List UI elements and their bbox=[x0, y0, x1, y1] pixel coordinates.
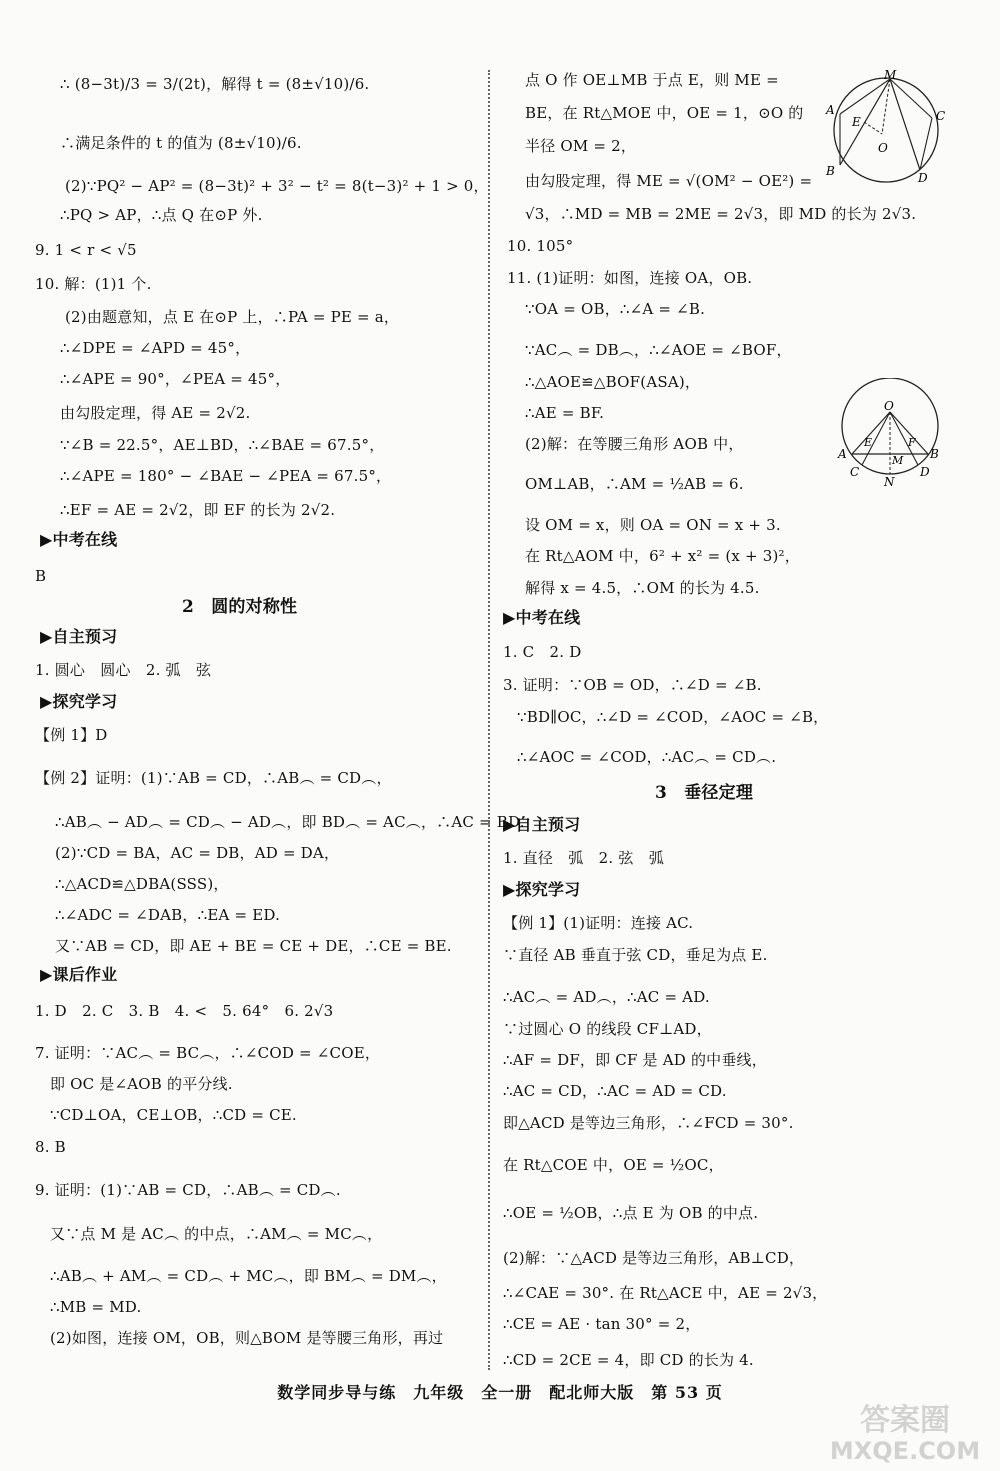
text-line: 11. (1)证明：如图，连接 OA，OB. bbox=[507, 269, 753, 287]
text-line: 1. D 2. C 3. B 4. < 5. 64° 6. 2√3 bbox=[35, 1002, 334, 1020]
text-line: 由勾股定理，得 AE = 2√2. bbox=[60, 404, 251, 422]
text-line: 3. 证明：∵OB = OD，∴∠D = ∠B. bbox=[503, 676, 762, 694]
text-line: ∴AE = BF. bbox=[525, 404, 605, 422]
text-line: (2)解：∵△ACD 是等边三角形，AB⊥CD， bbox=[503, 1249, 805, 1267]
text-line: ∴CD = 2CE = 4，即 CD 的长为 4. bbox=[503, 1351, 754, 1369]
text-line: 又∵点 M 是 AC︵ 的中点，∴AM︵ = MC︵， bbox=[50, 1225, 383, 1243]
point-label: A bbox=[838, 447, 847, 461]
text-line: ∴满足条件的 t 的值为 (8±√10)/6. bbox=[60, 134, 302, 152]
text-line: 设 OM = x，则 OA = ON = x + 3. bbox=[525, 516, 781, 534]
circle-figure-2 bbox=[832, 378, 962, 488]
text-line: ∴△ACD≌△DBA(SSS)， bbox=[55, 875, 229, 893]
text-line: 【例 1】(1)证明：连接 AC. bbox=[503, 914, 694, 932]
page-footer: 数学同步导与练 九年级 全一册 配北师大版 第 53 页 bbox=[277, 1383, 723, 1402]
text-line: 10. 解：(1)1 个. bbox=[35, 275, 152, 293]
column-divider bbox=[488, 70, 490, 1370]
section-heading: ▶中考在线 bbox=[40, 530, 118, 549]
text-line: ∵过圆心 O 的线段 CF⊥AD， bbox=[503, 1020, 712, 1038]
point-label: B bbox=[930, 447, 939, 461]
chapter-title: 2 圆的对称性 bbox=[182, 597, 298, 617]
text-line: 9. 1 < r < √5 bbox=[35, 241, 137, 259]
point-label: E bbox=[852, 115, 861, 129]
text-line: 9. 证明：(1)∵AB = CD，∴AB︵ = CD︵. bbox=[35, 1181, 341, 1199]
point-label: F bbox=[908, 436, 916, 449]
text-line: ∴AB︵ − AD︵ = CD︵ − AD︵，即 BD︵ = AC︵，∴AC = BD. bbox=[55, 813, 525, 831]
watermark-text: 答案圈 bbox=[860, 1403, 950, 1438]
text-line: 点 O 作 OE⊥MB 于点 E，则 ME = bbox=[525, 71, 779, 89]
point-label: D bbox=[920, 465, 930, 479]
text-line: 半径 OM = 2， bbox=[525, 137, 637, 155]
point-label: O bbox=[884, 399, 894, 413]
point-label: D bbox=[918, 171, 928, 185]
text-line: √3，∴MD = MB = 2ME = 2√3，即 MD 的长为 2√3. bbox=[525, 205, 917, 223]
text-line: ∴MB = MD. bbox=[50, 1298, 142, 1316]
text-line: 由勾股定理，得 ME = √(OM² − OE²) = bbox=[525, 172, 813, 190]
text-line: (2)由题意知，点 E 在⊙P 上，∴PA = PE = a， bbox=[65, 308, 400, 326]
text-line: 1. C 2. D bbox=[503, 643, 582, 661]
text-line: ∴AC = CD，∴AC = AD = CD. bbox=[503, 1082, 727, 1100]
text-line: 即△ACD 是等边三角形，∴∠FCD = 30°. bbox=[503, 1114, 794, 1132]
text-line: ∴AC︵ = AD︵，∴AC = AD. bbox=[503, 988, 710, 1006]
text-line: 【例 2】证明：(1)∵AB = CD，∴AB︵ = CD︵， bbox=[35, 769, 392, 787]
text-line: ∴∠DPE = ∠APD = 45°， bbox=[60, 339, 251, 357]
text-line: ∵直径 AB 垂直于弦 CD，垂足为点 E. bbox=[503, 946, 768, 964]
text-line: 10. 105° bbox=[507, 237, 574, 255]
point-label: N bbox=[884, 475, 895, 488]
text-line: ∴ (8−3t)/3 = 3/(2t)，解得 t = (8±√10)/6. bbox=[60, 75, 370, 93]
text-line: (2)如图，连接 OM，OB，则△BOM 是等腰三角形，再过 bbox=[50, 1329, 444, 1347]
text-line: ∴OE = ½OB，∴点 E 为 OB 的中点. bbox=[503, 1204, 759, 1222]
text-line: 解得 x = 4.5，∴OM 的长为 4.5. bbox=[525, 579, 760, 597]
text-line: ∴AB︵ + AM︵ = CD︵ + MC︵，即 BM︵ = DM︵， bbox=[50, 1267, 447, 1285]
point-label: C bbox=[850, 465, 860, 479]
text-line: (2)解：在等腰三角形 AOB 中， bbox=[525, 435, 744, 453]
text-line: 在 Rt△AOM 中，6² + x² = (x + 3)²， bbox=[525, 547, 800, 565]
watermark-url: MXQE.COM bbox=[829, 1437, 981, 1465]
text-line: 即 OC 是∠AOB 的平分线. bbox=[50, 1075, 233, 1093]
section-heading: ▶课后作业 bbox=[40, 965, 118, 984]
text-line: B bbox=[35, 567, 47, 585]
text-line: OM⊥AB，∴AM = ½AB = 6. bbox=[525, 475, 744, 493]
text-line: ∴AF = DF，即 CF 是 AD 的中垂线， bbox=[503, 1051, 767, 1069]
section-heading: ▶探究学习 bbox=[40, 692, 118, 711]
point-label: E bbox=[864, 436, 873, 449]
point-label: A bbox=[826, 103, 835, 117]
section-heading: ▶自主预习 bbox=[40, 627, 118, 646]
text-line: 在 Rt△COE 中，OE = ½OC， bbox=[503, 1156, 724, 1174]
text-line: ∴PQ > AP，∴点 Q 在⊙P 外. bbox=[60, 206, 263, 224]
chapter-title: 3 垂径定理 bbox=[655, 783, 754, 803]
text-line: 7. 证明：∵AC︵ = BC︵，∴∠COD = ∠COE， bbox=[35, 1044, 381, 1062]
text-line: ∵∠B = 22.5°，AE⊥BD，∴∠BAE = 67.5°， bbox=[60, 436, 385, 454]
text-line: 又∵AB = CD，即 AE + BE = CE + DE，∴CE = BE. bbox=[55, 937, 452, 955]
text-line: 1. 直径 弧 2. 弦 弧 bbox=[503, 849, 664, 867]
text-line: (2)∵PQ² − AP² = (8−3t)² + 3² − t² = 8(t−3)² + 1 > 0， bbox=[65, 177, 489, 195]
text-line: 1. 圆心 圆心 2. 弧 弦 bbox=[35, 661, 212, 679]
text-line: ∴∠APE = 90°，∠PEA = 45°， bbox=[60, 370, 291, 388]
text-line: ∵AC︵ = DB︵，∴∠AOE = ∠BOF， bbox=[525, 341, 792, 359]
text-line: (2)∵CD = BA，AC = DB，AD = DA， bbox=[55, 844, 340, 862]
text-line: ∴∠CAE = 30°. 在 Rt△ACE 中，AE = 2√3， bbox=[503, 1284, 828, 1302]
section-heading: ▶探究学习 bbox=[503, 880, 581, 899]
point-label: O bbox=[878, 141, 888, 155]
text-line: ∴EF = AE = 2√2，即 EF 的长为 2√2. bbox=[60, 501, 336, 519]
text-line: 【例 1】D bbox=[35, 726, 108, 744]
text-line: ∵CD⊥OA，CE⊥OB，∴CD = CE. bbox=[50, 1106, 297, 1124]
text-line: 8. B bbox=[35, 1138, 66, 1156]
text-line: ∴CE = AE · tan 30° = 2， bbox=[503, 1315, 701, 1333]
section-heading: ▶自主预习 bbox=[503, 815, 581, 834]
circle-figure-1 bbox=[818, 70, 948, 188]
text-line: ∵OA = OB，∴∠A = ∠B. bbox=[525, 300, 706, 318]
text-line: ∴△AOE≌△BOF(ASA)， bbox=[525, 373, 701, 391]
text-line: BE，在 Rt△MOE 中，OE = 1，⊙O 的 bbox=[525, 104, 804, 122]
text-line: ∵BD∥OC，∴∠D = ∠COD，∠AOC = ∠B， bbox=[517, 708, 829, 726]
text-line: ∴∠APE = 180° − ∠BAE − ∠PEA = 67.5°， bbox=[60, 467, 392, 485]
section-heading: ▶中考在线 bbox=[503, 608, 581, 627]
point-label: M bbox=[884, 70, 897, 82]
point-label: M bbox=[892, 454, 904, 467]
watermark-logo bbox=[815, 1395, 995, 1467]
point-label: C bbox=[936, 109, 946, 123]
text-line: ∴∠AOC = ∠COD，∴AC︵ = CD︵. bbox=[517, 748, 777, 766]
text-line: ∴∠ADC = ∠DAB，∴EA = ED. bbox=[55, 906, 281, 924]
point-label: B bbox=[826, 164, 835, 178]
